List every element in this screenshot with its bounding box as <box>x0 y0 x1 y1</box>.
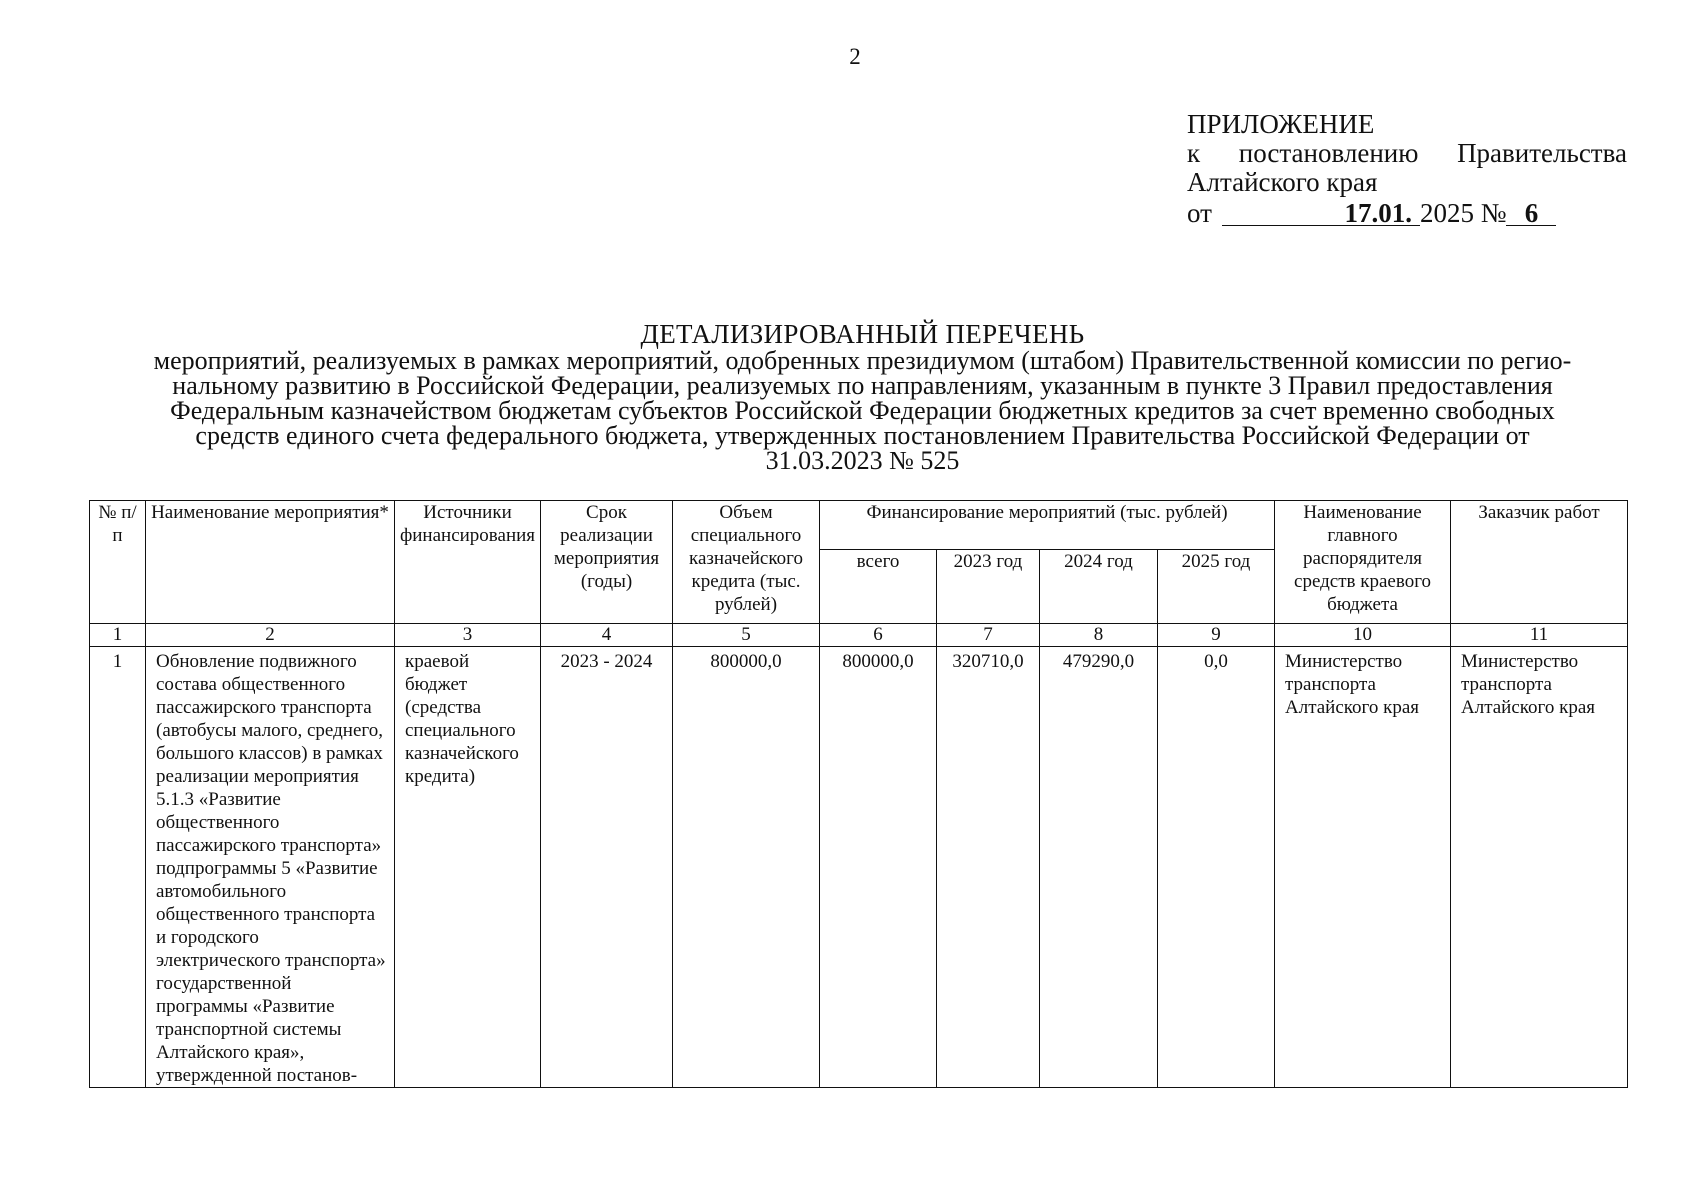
header-2024: 2024 год <box>1040 550 1158 624</box>
index-cell: 11 <box>1451 624 1628 647</box>
index-cell: 7 <box>937 624 1040 647</box>
index-cell: 6 <box>820 624 937 647</box>
document-subtitle-line-4: средств единого счета федерального бюджета, утвержденных постановлением Правительства Российской Федерации от <box>195 421 1530 450</box>
table-index-row <box>90 624 1628 647</box>
cell-customer: Министерство транспорта Алтайского края <box>1451 647 1628 1088</box>
appendix-number: 6 <box>1506 201 1556 226</box>
header-manager: Наименование главного распорядителя средств краевого бюджета <box>1275 501 1451 624</box>
cell-2024: 479290,0 <box>1040 647 1158 1088</box>
header-num: № п/п <box>90 501 146 624</box>
measures-table <box>89 500 1628 1088</box>
document-subtitle-line-5: 31.03.2023 № 525 <box>765 446 960 475</box>
page-number: 2 <box>849 44 861 69</box>
index-cell: 9 <box>1158 624 1275 647</box>
index-cell: 1 <box>90 624 146 647</box>
header-term: Срок реализации мероприятия (годы) <box>541 501 673 624</box>
header-sources: Источники финансирования <box>395 501 541 624</box>
appendix-block <box>1187 110 1627 228</box>
appendix-heading: ПРИЛОЖЕНИЕ <box>1187 109 1375 139</box>
appendix-date-row <box>1187 199 1627 228</box>
document-subtitle-line-3: Федеральным казначейством бюджетам субъектов Российской Федерации бюджетных кредитов за счет временно свободных <box>170 396 1555 425</box>
index-cell: 8 <box>1040 624 1158 647</box>
document-subtitle-line-1: мероприятий, реализуемых в рамках мероприятий, одобренных президиумом (штабом) Правительственной комиссии по регио- <box>153 346 1572 375</box>
index-cell: 5 <box>673 624 820 647</box>
appendix-to-row <box>1187 139 1627 168</box>
cell-name: Обновление подвижного состава общественного пассажирского транспорта (автобусы малого, среднего, большого классов) в рамках реализации мероприятия 5.1.3 «Развитие общественного пассажирского транспорта» подпрограммы 5 «Развитие автомобильного общественного транспорта и городского электрического транспорта» государственной программы «Развитие транспортной системы Алтайского края», утвержденной постанов- <box>146 647 395 1088</box>
cell-total: 800000,0 <box>820 647 937 1088</box>
cell-sources: краевой бюджет (средства специального казначейского кредита) <box>395 647 541 1088</box>
header-financing: Финансирование мероприятий (тыс. рублей) <box>820 501 1275 550</box>
cell-manager: Министерство транспорта Алтайского края <box>1275 647 1451 1088</box>
document-title: ДЕТАЛИЗИРОВАННЫЙ ПЕРЕЧЕНЬ <box>640 319 1085 349</box>
header-volume: Объем специального казначейского кредита (тыс. рублей) <box>673 501 820 624</box>
appendix-region: Алтайского края <box>1187 167 1378 197</box>
appendix-to-word: к <box>1187 138 1201 168</box>
index-cell: 3 <box>395 624 541 647</box>
index-cell: 10 <box>1275 624 1451 647</box>
appendix-to-resolution: постановлению <box>1238 138 1419 168</box>
appendix-from-word: от <box>1187 198 1212 228</box>
cell-2025: 0,0 <box>1158 647 1275 1088</box>
header-name: Наименование мероприятия* <box>146 501 395 624</box>
cell-num: 1 <box>90 647 146 1088</box>
header-2025: 2025 год <box>1158 550 1275 624</box>
cell-term: 2023 - 2024 <box>541 647 673 1088</box>
appendix-to-government: Правительства <box>1457 138 1627 168</box>
index-cell: 4 <box>541 624 673 647</box>
index-cell: 2 <box>146 624 395 647</box>
header-2023: 2023 год <box>937 550 1040 624</box>
appendix-date: 17.01. <box>1222 201 1420 226</box>
document-subtitle-line-2: нальному развитию в Российской Федерации, реализуемых по направлениям, указанным в пункте 3 Правил предоставления <box>172 371 1553 400</box>
document-title-block <box>90 320 1635 473</box>
header-customer: Заказчик работ <box>1451 501 1628 624</box>
cell-volume: 800000,0 <box>673 647 820 1088</box>
header-total: всего <box>820 550 937 624</box>
table-row <box>90 647 1628 1088</box>
cell-2023: 320710,0 <box>937 647 1040 1088</box>
table-header-row-1 <box>90 501 1628 550</box>
appendix-year: 2025 № <box>1419 198 1507 228</box>
